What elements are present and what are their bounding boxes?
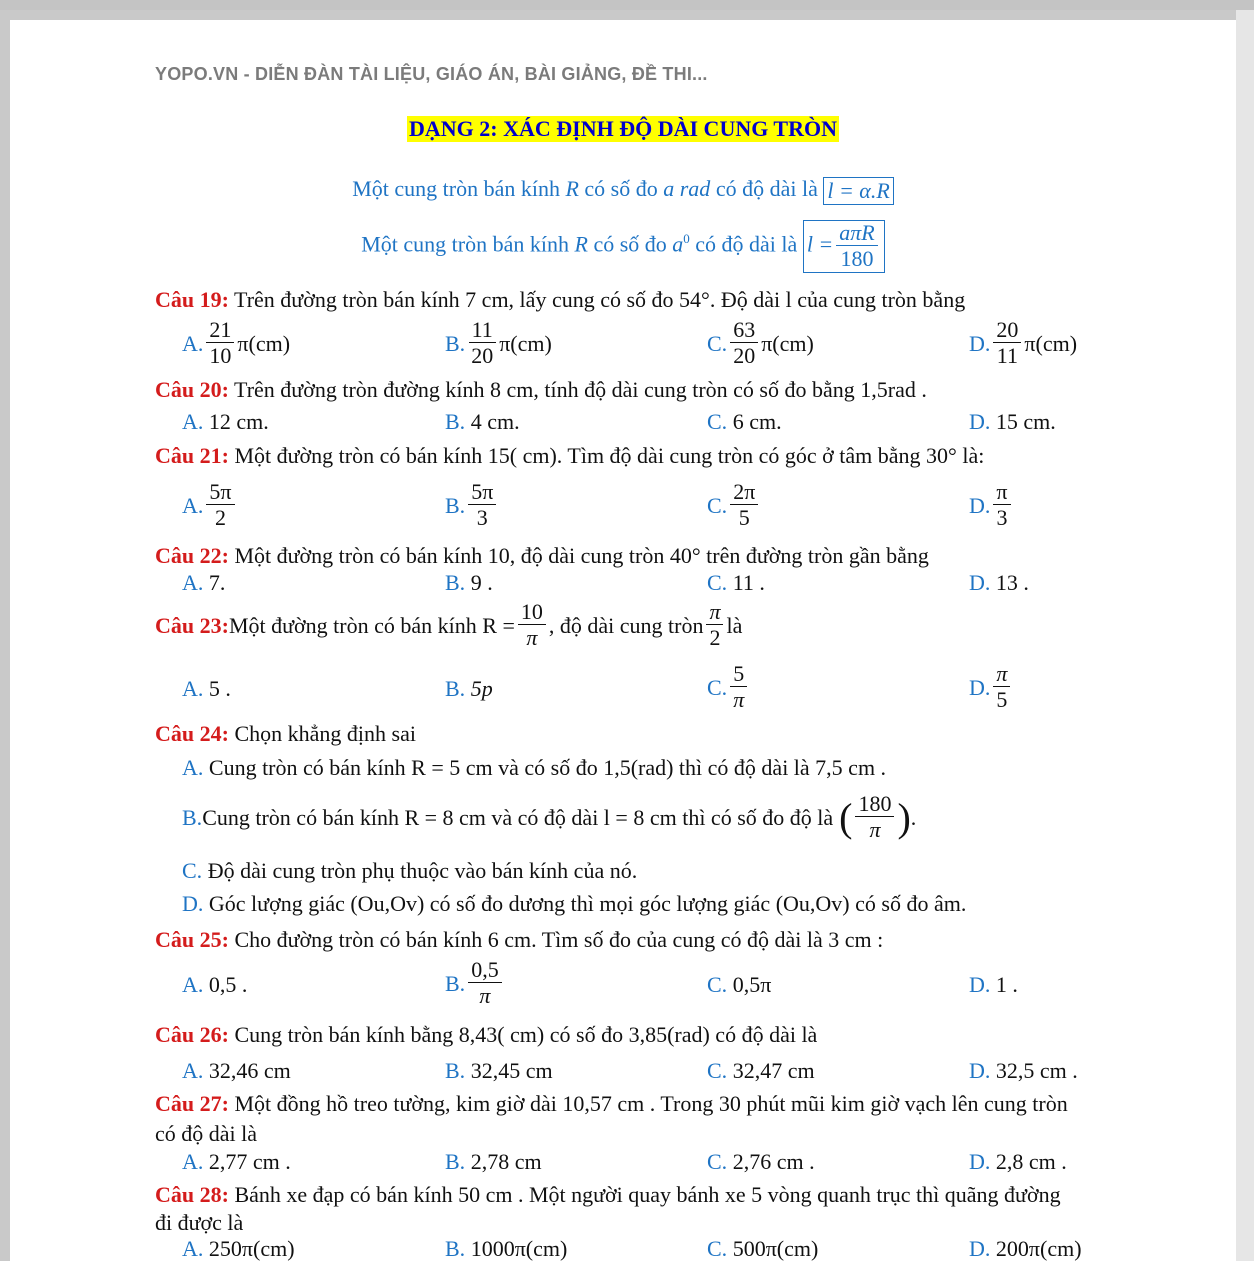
vertical-scrollbar[interactable] [1236,10,1254,1261]
q21-option-c[interactable]: C. $\frac{2\pi}{5}$ [707,480,761,531]
q19-option-d[interactable]: D. $\frac{20}{11}$ π(cm) [969,317,1078,368]
q27-option-b[interactable]: B. 2,78 cm [445,1149,542,1174]
q19-option-a[interactable]: A. $\frac{21}{10}$ π(cm) [182,317,291,368]
q26-option-d[interactable]: D. 32,5 cm . [969,1058,1078,1083]
q21-option-a[interactable]: A. $\frac{5\pi}{2}$ [182,480,238,531]
question-21: Câu 21: Một đường tròn có bán kính 15( cm). Tìm độ dài cung tròn có góc ở tâm bằng 30° là: [155,443,985,468]
q26-option-b[interactable]: B. 32,45 cm [445,1058,553,1083]
q27-option-d[interactable]: D. 2,8 cm . [969,1149,1067,1174]
q26-option-a[interactable]: A. 32,46 cm [182,1058,291,1083]
q25-option-b[interactable]: B. $\frac{0,5}{\pi}$ [445,958,505,1009]
window-top-bar [0,0,1254,10]
section-title: DẠNG 2: XÁC ĐỊNH ĐỘ DÀI CUNG TRÒN [409,116,837,141]
q25-option-c[interactable]: C. 0,5π [707,972,772,997]
q28-option-b[interactable]: B. 1000π(cm) [445,1236,568,1261]
formula-degree: Một cung tròn bán kính R có số đo $a^0$ có độ dài là l = $\frac{\text{aπR}}{180}$ [10,220,1236,273]
q28-option-c[interactable]: C. 500π(cm) [707,1236,819,1261]
question-28-line2: đi được là [155,1210,244,1235]
q20-option-b[interactable]: B. 4 cm. [445,409,520,434]
q26-option-c[interactable]: C. 32,47 cm [707,1058,815,1083]
q27-option-a[interactable]: A. 2,77 cm . [182,1149,291,1174]
q25-option-a[interactable]: A. 0,5 . [182,972,248,997]
q22-option-a[interactable]: A. 7. [182,570,226,595]
formula-box: l = α.R [823,177,893,205]
q21-option-d[interactable]: D. $\frac{\pi}{3}$ [969,480,1014,531]
q27-option-c[interactable]: C. 2,76 cm . [707,1149,815,1174]
question-23: Câu 23: Một đường tròn có bán kính R = $\frac{10}{\pi}$ , độ dài cung tròn $\frac{\pi}{2}$ là [155,599,743,650]
q24-option-d[interactable]: D. Góc lượng giác (Ou,Ov) có số đo dương thì mọi góc lượng giác (Ou,Ov) có số đo âm. [182,891,967,916]
q19-option-c[interactable]: C. $\frac{63}{20}$ π(cm) [707,317,814,368]
formula-radian: Một cung tròn bán kính R có số đo a rad có độ dài là l = α.R [10,176,1236,205]
question-27-line2: có độ dài là [155,1121,258,1146]
page-header: YOPO.VN - DIỄN ĐÀN TÀI LIỆU, GIÁO ÁN, BÀI GIẢNG, ĐỀ THI... [155,64,708,84]
document-page [10,20,1236,1261]
q28-option-a[interactable]: A. 250π(cm) [182,1236,295,1261]
q19-option-b[interactable]: B. $\frac{11}{20}$ π(cm) [445,317,552,368]
question-26: Câu 26: Cung tròn bán kính bằng 8,43( cm) có số đo 3,85(rad) có độ dài là [155,1022,818,1047]
q24-option-a[interactable]: A. Cung tròn có bán kính R = 5 cm và có số đo 1,5(rad) thì có độ dài là 7,5 cm . [182,755,887,780]
question-22: Câu 22: Một đường tròn có bán kính 10, độ dài cung tròn 40° trên đường tròn gần bằng [155,543,929,568]
q23-option-d[interactable]: D. $\frac{\pi}{5}$ [969,662,1013,713]
q22-option-d[interactable]: D. 13 . [969,570,1029,595]
question-25: Câu 25: Cho đường tròn có bán kính 6 cm. Tìm số đo của cung có độ dài là 3 cm : [155,927,884,952]
q22-option-b[interactable]: B. 9 . [445,570,493,595]
q20-option-d[interactable]: D. 15 cm. [969,409,1056,434]
question-19: Câu 19: Trên đường tròn bán kính 7 cm, lấy cung có số đo 54°. Độ dài l của cung tròn bằng [155,287,966,312]
q21-option-b[interactable]: B. $\frac{5\pi}{3}$ [445,480,499,531]
q24-option-c[interactable]: C. Độ dài cung tròn phụ thuộc vào bán kính của nó. [182,858,638,883]
question-24: Câu 24: Chọn khẳng định sai [155,721,416,746]
q24-option-b[interactable]: B. Cung tròn có bán kính R = 8 cm và có độ dài l = 8 cm thì có số đo độ là ( $\frac{180}{\pi}$ ) . [182,791,917,842]
q22-option-c[interactable]: C. 11 . [707,570,765,595]
q23-option-a[interactable]: A. 5 . [182,676,231,701]
q28-option-d[interactable]: D. 200π(cm) [969,1236,1082,1261]
q23-option-c[interactable]: C. $\frac{5}{\pi}$ [707,662,750,713]
question-27: Câu 27: Một đồng hồ treo tường, kim giờ dài 10,57 cm . Trong 30 phút mũi kim giờ vạch lên cung tròn [155,1091,1068,1116]
q20-option-c[interactable]: C. 6 cm. [707,409,782,434]
question-28: Câu 28: Bánh xe đạp có bán kính 50 cm . Một người quay bánh xe 5 vòng quanh trục thì quãng đường [155,1182,1061,1207]
q25-option-d[interactable]: D. 1 . [969,972,1018,997]
question-20: Câu 20: Trên đường tròn đường kính 8 cm, tính độ dài cung tròn có số đo bằng 1,5rad . [155,377,927,402]
q23-option-b[interactable]: B. 5p [445,676,493,701]
q20-option-a[interactable]: A. 12 cm. [182,409,269,434]
